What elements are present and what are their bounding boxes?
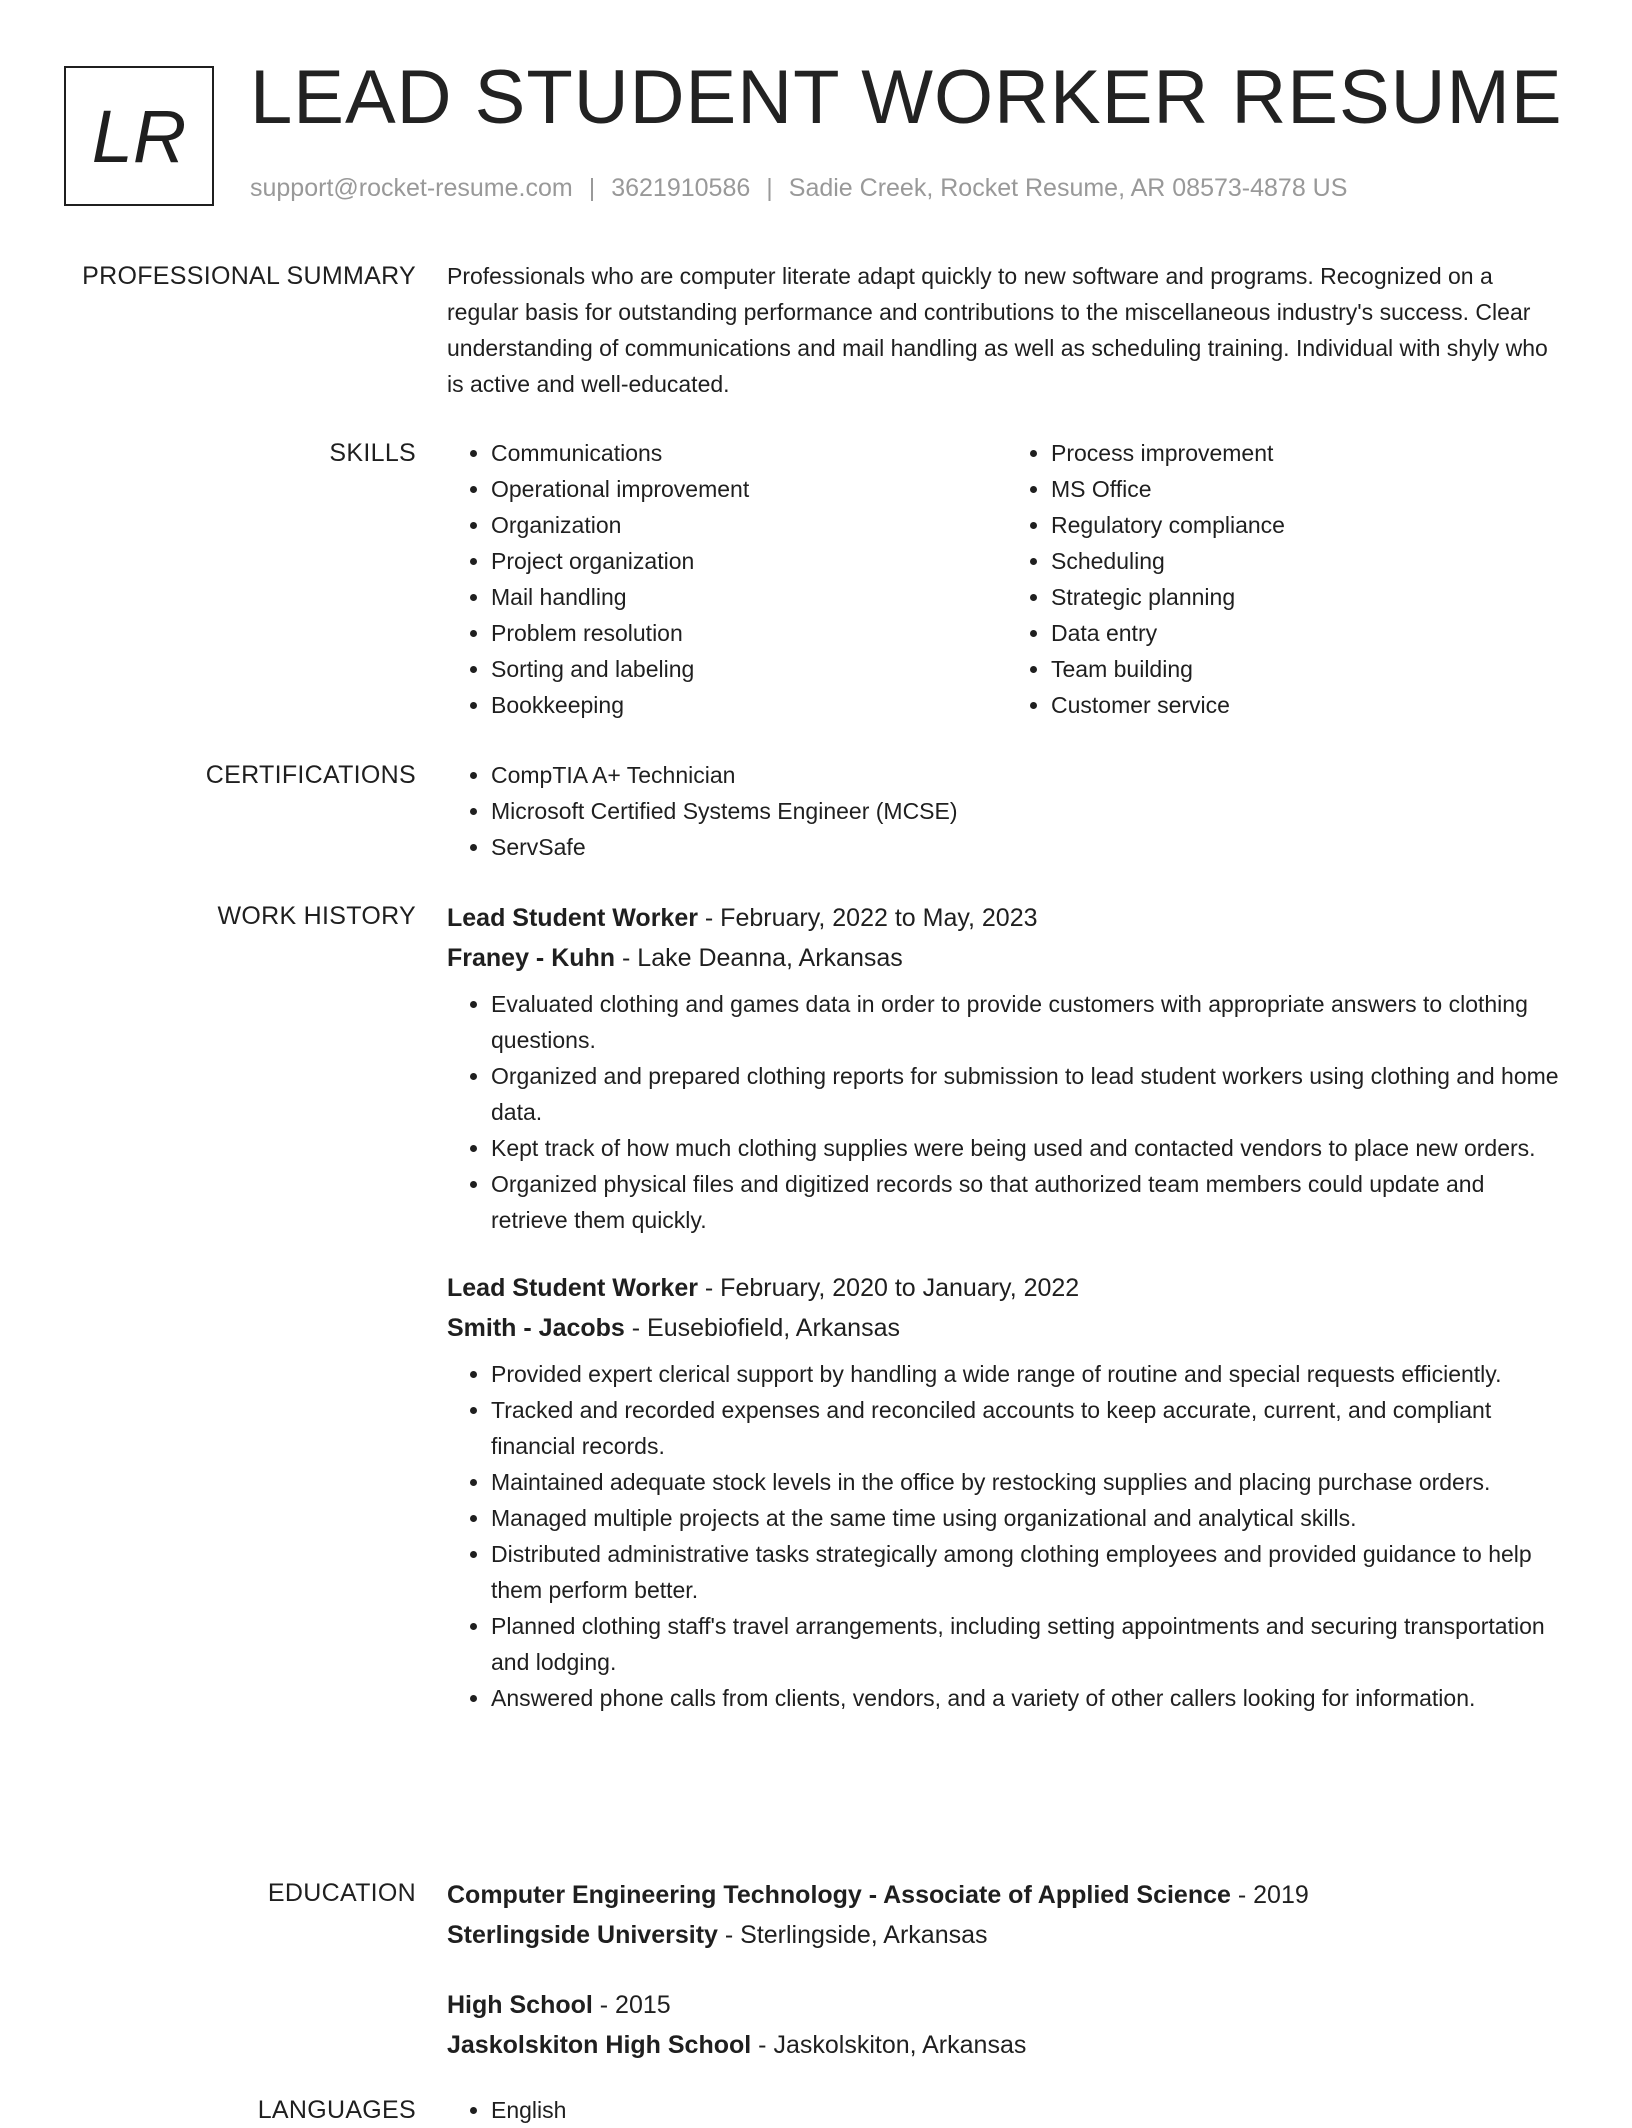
skill-item: • Bookkeeping [491, 687, 1007, 723]
certifications-heading: CERTIFICATIONS [205, 761, 416, 789]
summary-text: Professionals who are computer literate adapt quickly to new software and programs. Recognized on a regular basis for outstanding performance and contributions to the miscellaneous industry's success. Clear understanding of communications and mail handling as well as scheduling training. Individual with shyly who is active and well-educated. [447, 263, 1548, 397]
job-bullet: • Organized and prepared clothing reports for submission to lead student workers using clothing and home data. [491, 1058, 1567, 1130]
education-heading: EDUCATION [267, 1879, 416, 1907]
skill-item: • MS Office [1051, 471, 1567, 507]
education-school: Jaskolskiton High School [447, 2031, 752, 2059]
skill-item: • Process improvement [1051, 435, 1567, 471]
certification-item: • ServSafe [491, 829, 1567, 865]
education-school-line [447, 1915, 1567, 1955]
job-bullet: • Kept track of how much clothing supplies were being used and contacted vendors to place new orders. [491, 1130, 1567, 1166]
page-title: LEAD STUDENT WORKER RESUME [250, 55, 1563, 140]
education-degree-line [447, 1985, 1567, 2025]
work-history-heading: WORK HISTORY [217, 902, 416, 930]
monogram-initials: LR [91, 94, 187, 178]
skill-item: • Scheduling [1051, 543, 1567, 579]
skill-item: • Project organization [491, 543, 1007, 579]
education-entry [447, 1875, 1567, 1955]
contact-email[interactable]: support@rocket-resume.com [250, 174, 573, 202]
education-school: Sterlingside University [447, 1921, 718, 1949]
skills-list-right [1007, 435, 1567, 723]
job-location: - Eusebiofield, Arkansas [624, 1314, 900, 1342]
monogram-logo [64, 66, 214, 206]
contact-phone[interactable]: 3621910586 [611, 174, 751, 202]
job-bullet: • Maintained adequate stock levels in the office by restocking supplies and placing purchase orders. [491, 1464, 1567, 1500]
education-degree: High School [447, 1991, 593, 2019]
skill-item: • Operational improvement [491, 471, 1007, 507]
certifications-list [447, 757, 1567, 865]
skill-item: • Data entry [1051, 615, 1567, 651]
skill-item: • Problem resolution [491, 615, 1007, 651]
skill-item: • Customer service [1051, 687, 1567, 723]
certification-item: • CompTIA A+ Technician [491, 757, 1567, 793]
skills-list-left [447, 435, 1007, 723]
skill-item: • Communications [491, 435, 1007, 471]
contact-separator: | [588, 174, 596, 202]
job-company: Smith - Jacobs [447, 1314, 625, 1342]
job-bullet: • Planned clothing staff's travel arrangements, including setting appointments and securing transportation and lodging. [491, 1608, 1567, 1680]
skill-item: • Sorting and labeling [491, 651, 1007, 687]
job-bullet: • Evaluated clothing and games data in order to provide customers with appropriate answers to clothing questions. [491, 986, 1567, 1058]
skill-item: • Team building [1051, 651, 1567, 687]
education-location: - Jaskolskiton, Arkansas [751, 2031, 1027, 2059]
job-title: Lead Student Worker [447, 1274, 698, 1302]
job-title-line [447, 898, 1567, 938]
education-entry [447, 1985, 1567, 2065]
education-degree: Computer Engineering Technology - Associate of Applied Science [447, 1881, 1231, 1909]
summary-heading: PROFESSIONAL SUMMARY [82, 262, 416, 290]
skill-item: • Strategic planning [1051, 579, 1567, 615]
job-bullet: • Provided expert clerical support by handling a wide range of routine and special requests efficiently. [491, 1356, 1567, 1392]
job-company-line [447, 1308, 1567, 1348]
job-entry [447, 1268, 1567, 1716]
education-year: - 2019 [1230, 1881, 1309, 1909]
skill-item: • Organization [491, 507, 1007, 543]
contact-separator: | [766, 174, 773, 202]
skills-heading: SKILLS [329, 439, 416, 467]
job-entry [447, 898, 1567, 1238]
education-location: - Sterlingside, Arkansas [717, 1921, 988, 1949]
language-item: • English [491, 2092, 1567, 2128]
certification-item: • Microsoft Certified Systems Engineer (MCSE) [491, 793, 1567, 829]
education-school-line [447, 2025, 1567, 2065]
job-dates: - February, 2020 to January, 2022 [697, 1274, 1080, 1302]
job-bullet: • Tracked and recorded expenses and reconciled accounts to keep accurate, current, and compliant financial records. [491, 1392, 1567, 1464]
job-title: Lead Student Worker [447, 904, 698, 932]
skill-item: • Regulatory compliance [1051, 507, 1567, 543]
job-bullet: • Managed multiple projects at the same time using organizational and analytical skills. [491, 1500, 1567, 1536]
job-bullets [447, 986, 1567, 1238]
languages-list [447, 2092, 1567, 2128]
contact-line [250, 174, 1347, 203]
job-location: - Lake Deanna, Arkansas [615, 944, 903, 972]
education-year: - 2015 [592, 1991, 671, 2019]
job-bullet: • Distributed administrative tasks strategically among clothing employees and provided guidance to help them perform better. [491, 1536, 1567, 1608]
job-bullet: • Organized physical files and digitized records so that authorized team members could update and retrieve them quickly. [491, 1166, 1567, 1238]
job-dates: - February, 2022 to May, 2023 [697, 904, 1038, 932]
job-bullet: • Answered phone calls from clients, vendors, and a variety of other callers looking for information. [491, 1680, 1567, 1716]
contact-address: Sadie Creek, Rocket Resume, AR 08573-4878 US [788, 174, 1348, 202]
job-company: Franey - Kuhn [447, 944, 616, 972]
skill-item: • Mail handling [491, 579, 1007, 615]
languages-heading: LANGUAGES [257, 2096, 416, 2124]
education-degree-line [447, 1875, 1567, 1915]
job-title-line [447, 1268, 1567, 1308]
job-company-line [447, 938, 1567, 978]
job-bullets [447, 1356, 1567, 1716]
